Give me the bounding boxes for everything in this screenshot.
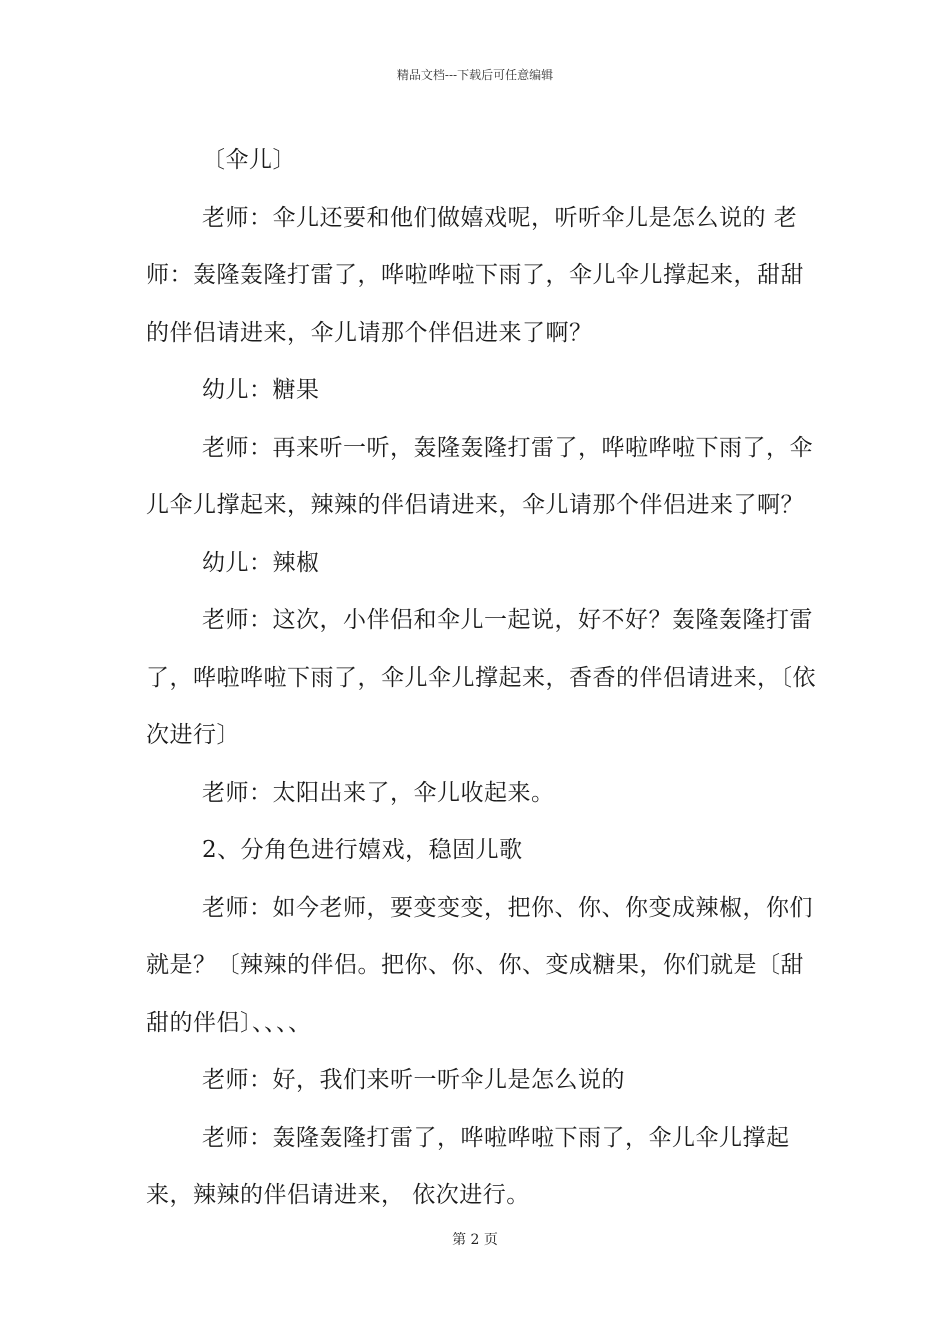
paragraph: 老师：再来听一听，轰隆轰隆打雷了，哗啦哗啦下雨了，伞儿伞儿撑起来，辣辣的伴侣请进来，伞儿请那个伴侣进来了啊？ [146,434,813,518]
paragraph: 幼儿：糖果 [202,377,320,403]
paragraph: 幼儿：辣椒 [202,549,320,576]
paragraph: 老师：如今老师，要变变变，把你、你、你变成辣椒，你们就是？〔辣辣的伴侣。把你、你、你、变成糖果，你们就是〔甜甜的伴侣〕、、、、 [146,894,813,1036]
paragraph: 〔伞儿〕 [202,147,296,173]
page-number: 第 2 页 [452,1232,498,1248]
page-header: 精品文档---下载后可任意编辑 [396,68,554,82]
paragraph: 2、分角色进行嬉戏，稳固儿歌 [202,837,523,863]
paragraph: 老师：轰隆轰隆打雷了，哗啦哗啦下雨了，伞儿伞儿撑起来，辣辣的伴侣请进来， 依次进行。 [146,1124,790,1208]
paragraph: 老师：好，我们来听一听伞儿是怎么说的 [202,1067,625,1093]
document-body [146,132,826,1225]
paragraph: 老师：伞儿还要和他们做嬉戏呢，听听伞儿是怎么说的 老师：轰隆轰隆打雷了，哗啦哗啦下雨了，伞儿伞儿撑起来，甜甜的伴侣请进来，伞儿请那个伴侣进来了啊？ [146,204,804,346]
paragraph: 老师：这次，小伴侣和伞儿一起说，好不好？轰隆轰隆打雷了，哗啦哗啦下雨了，伞儿伞儿撑起来，香香的伴侣请进来，〔依次进行〕 [146,607,816,748]
paragraph: 老师：太阳出来了，伞儿收起来。 [202,779,555,806]
